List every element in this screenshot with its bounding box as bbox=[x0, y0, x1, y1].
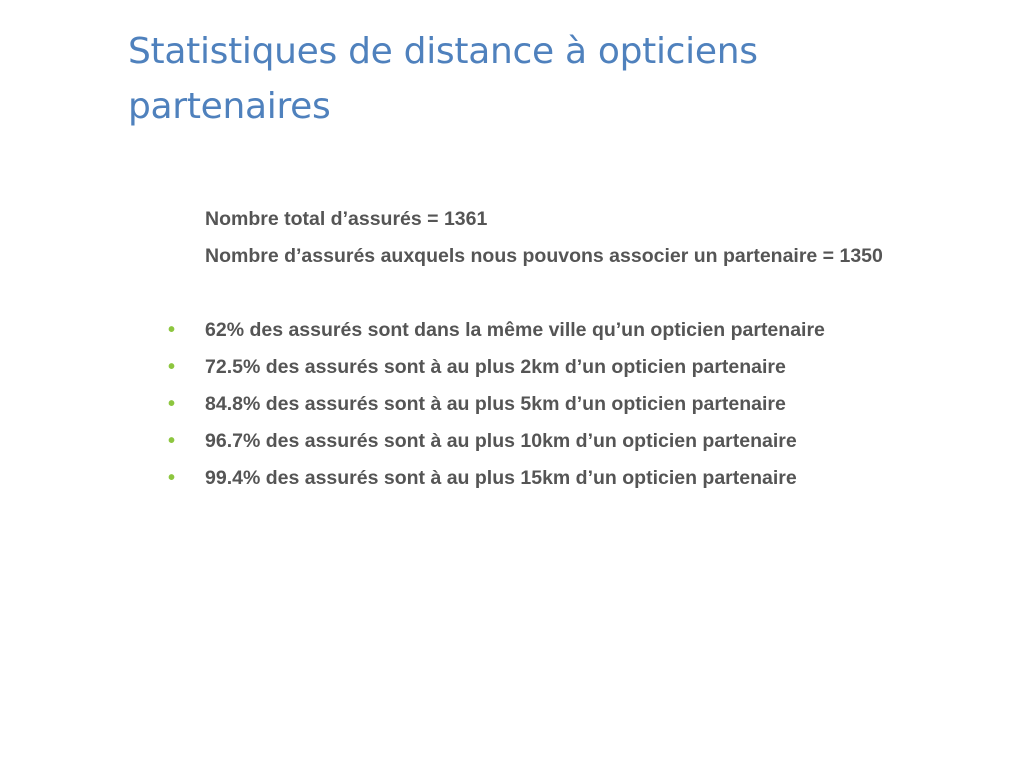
bullet-item bbox=[168, 429, 797, 453]
bullet-item bbox=[168, 355, 786, 379]
bullet-text: 84.8% des assurés sont à au plus 5km d’un opticien partenaire bbox=[205, 393, 786, 415]
matched-insured-line: Nombre d’assurés auxquels nous pouvons associer un partenaire = 1350 bbox=[205, 245, 883, 267]
bullet-text: 99.4% des assurés sont à au plus 15km d’un opticien partenaire bbox=[205, 467, 797, 489]
bullet-dot-icon: • bbox=[168, 467, 176, 489]
bullet-dot-icon: • bbox=[168, 393, 176, 415]
slide-title: Statistiques de distance à opticiens partenaires bbox=[128, 31, 758, 127]
bullet-item bbox=[168, 318, 825, 342]
bullet-dot-icon: • bbox=[168, 319, 176, 341]
bullet-dot-icon: • bbox=[168, 430, 176, 452]
bullet-dot-icon: • bbox=[168, 356, 176, 378]
bullet-text: 72.5% des assurés sont à au plus 2km d’un opticien partenaire bbox=[205, 356, 786, 378]
bullet-text: 62% des assurés sont dans la même ville qu’un opticien partenaire bbox=[205, 319, 825, 341]
bullet-text: 96.7% des assurés sont à au plus 10km d’un opticien partenaire bbox=[205, 430, 797, 452]
bullet-item bbox=[168, 392, 786, 416]
total-insured-line: Nombre total d’assurés = 1361 bbox=[205, 208, 488, 230]
bullet-item bbox=[168, 466, 797, 490]
